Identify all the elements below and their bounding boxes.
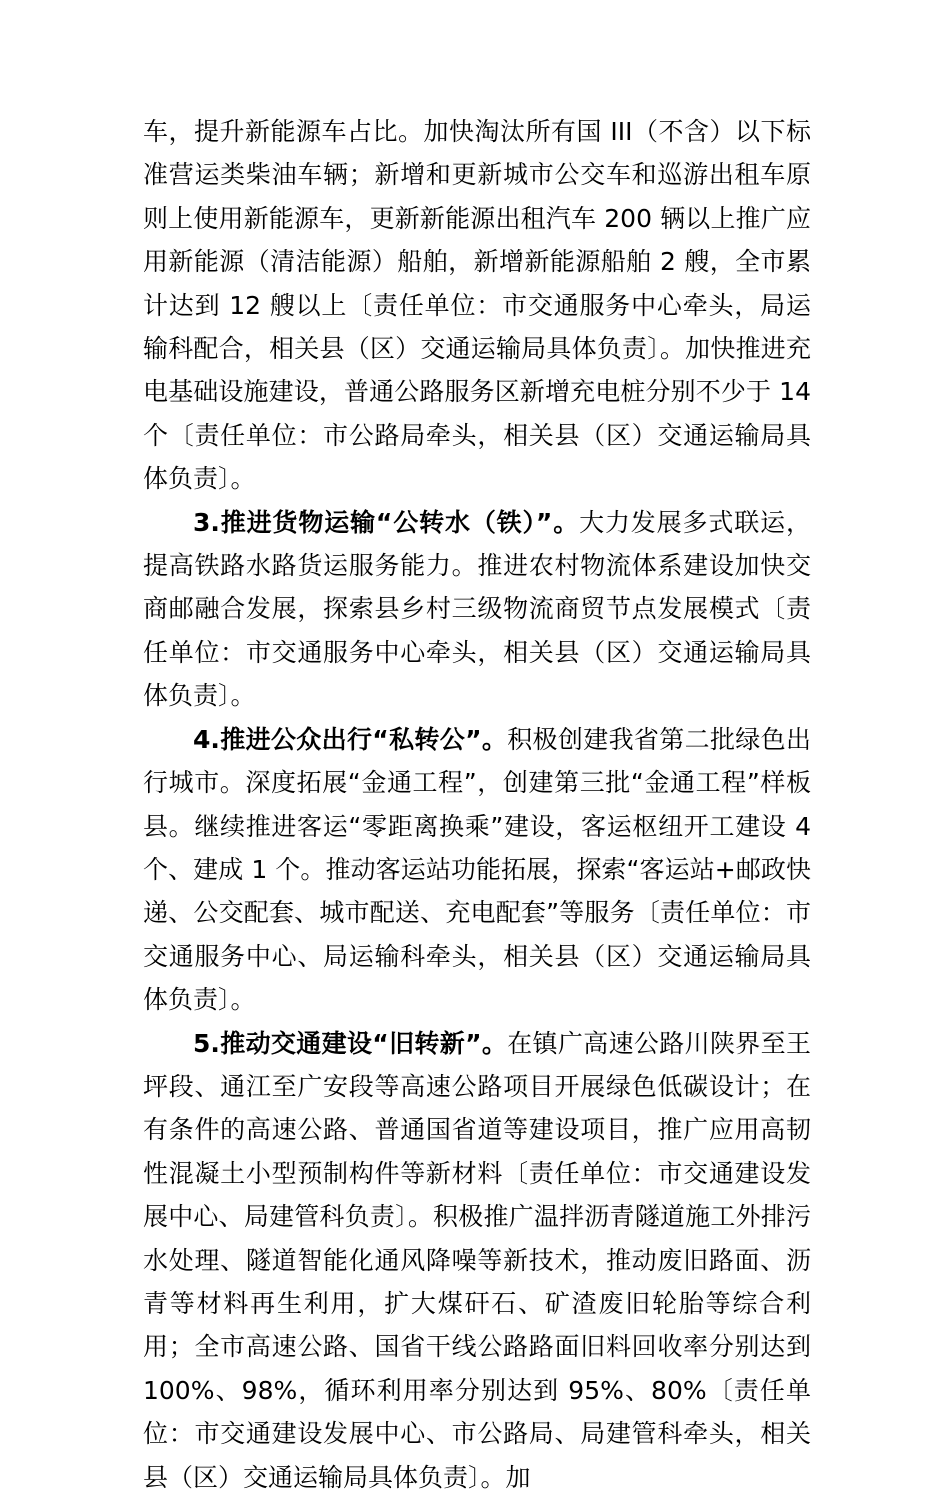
- section-heading: 4.推进公众出行“私转公”。: [193, 724, 508, 754]
- section-heading: 5.推动交通建设“旧转新”。: [193, 1028, 508, 1058]
- paragraph-text: 大力发展多式联运，提高铁路水路货运服务能力。推进农村物流体系建设加快交商邮融合发展，探索县乡村三级物流商贸节点发展模式〔责任单位：市交通服务中心牵头，相关县（区）交通运输局具体负责〕。: [143, 507, 811, 711]
- paragraph-public-travel: [143, 718, 811, 1022]
- paragraph-text: 车，提升新能源车占比。加快淘汰所有国 III（不含）以下标准营运类柴油车辆；新增和更新城市公交车和巡游出租车原则上使用新能源车，更新新能源出租汽车 200 辆以上推广应用新能源（清洁能源）船舶，新增新能源船舶 2 艘，全市累计达到 12 艘以上〔责任单位：市交通服务中心牵头，局运输科配合，相关县（区）交通运输局具体负责〕。加快推进充电基础设施建设，普通公路服务区新增充电桩分别不少于 14 个〔责任单位：市公路局牵头，相关县（区）交通运输局具体负责〕。: [143, 117, 811, 494]
- section-heading: 3.推进货物运输“公转水（铁）”。: [193, 507, 580, 537]
- paragraph-freight-transport: [143, 501, 811, 718]
- document-body: [143, 110, 811, 1499]
- paragraph-transport-construction: [143, 1022, 811, 1499]
- paragraph-text: 积极创建我省第二批绿色出行城市。深度拓展“金通工程”，创建第三批“金通工程”样板县。继续推进客运“零距离换乘”建设，客运枢纽开工建设 4 个、建成 1 个。推动客运站功能拓展，探索“客运站+邮政快递、公交配套、城市配送、充电配套”等服务〔责任单位：市交通服务中心、局运输科牵头，相关县（区）交通运输局具体负责〕。: [143, 724, 811, 1015]
- paragraph-text: 在镇广高速公路川陕界至王坪段、通江至广安段等高速公路项目开展绿色低碳设计；在有条件的高速公路、普通国省道等建设项目，推广应用高韧性混凝土小型预制构件等新材料〔责任单位：市交通建设发展中心、局建管科负责〕。积极推广温拌沥青隧道施工外排污水处理、隧道智能化通风降噪等新技术，推动废旧路面、沥青等材料再生利用，扩大煤矸石、矿渣废旧轮胎等综合利用；全市高速公路、国省干线公路路面旧料回收率分别达到 100%、98%，循环利用率分别达到 95%、80%〔责任单位：市交通建设发展中心、市公路局、局建管科牵头，相关县（区）交通运输局具体负责〕。加: [143, 1028, 811, 1492]
- paragraph-continuation: [143, 110, 811, 501]
